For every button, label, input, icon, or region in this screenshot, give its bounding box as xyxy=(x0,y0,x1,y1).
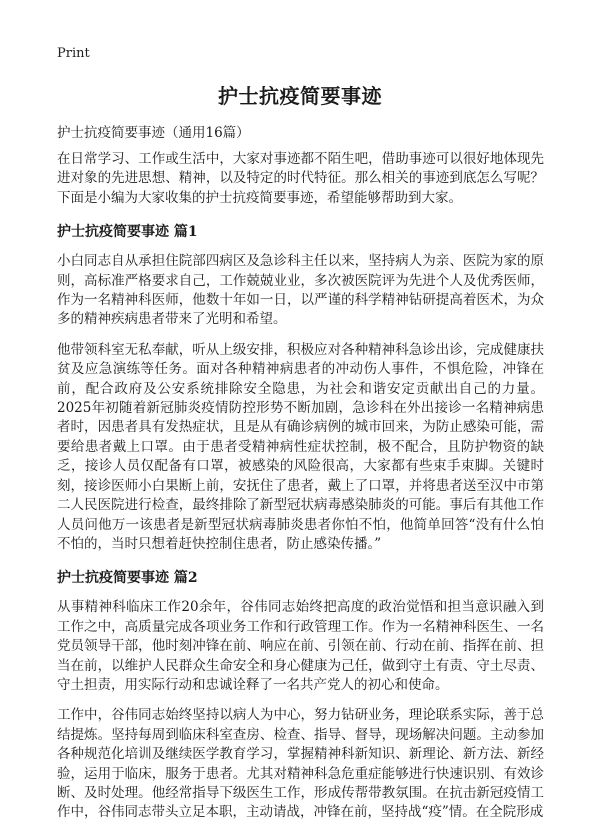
document-subtitle: 护士抗疫简要事迹（通用16篇） xyxy=(57,125,250,141)
print-link[interactable]: Print xyxy=(57,46,90,61)
document-body xyxy=(57,150,544,834)
intro-paragraph: 在日常学习、工作或生活中，大家对事迹都不陌生吧，借助事迹可以很好地体现先进对象的先进思想、精神，以及特定的时代特征。那么相关的事迹到底怎么写呢？下面是小编为大家收集的护士抗疫简要事迹，希望能够帮助到大家。 xyxy=(57,151,544,206)
section-2-paragraph-1: 从事精神科临床工作20余年，谷伟同志始终把高度的政治觉悟和担当意识融入到工作之中，高质量完成各项业务工作和行政管理工作。作为一名精神科医生、一名党员领导干部，他时刻冲锋在前、响应在前、引领在前、行动在前、指挥在前、担当在前，以维护人民群众生命安全和身心健康为己任，做到守土有责、守土尽责、守土担责，用实际行动和忠诚诠释了一名共产党人的初心和使命。 xyxy=(57,599,544,693)
section-2-paragraph-2: 工作中，谷伟同志始终坚持以病人为中心，努力钻研业务，理论联系实际，善于总结提炼。坚持每周到临床科室查房、检查、指导、督导，现场解决问题。主动参加各种规范化培训及继续医学教育学习，掌握精神科新知识、新理论、新方法、新经验，运用于临床，服务于患者。尤其对精神科急危重症能够进行快速识别、有效诊断、及时处理。他经常指导下级医生工作，形成传帮带教氛围。在抗击新冠疫情工作中，谷伟同志带头立足本职，主动请战，冲锋在前，坚持战“疫”情。在全院形成 xyxy=(57,707,544,821)
section-heading-2: 护士抗疫简要事迹 篇2 xyxy=(57,570,198,587)
section-1-paragraph-2: 他带领科室无私奉献，听从上级安排，积极应对各种精神科急诊出诊，完成健康扶贫及应急演练等任务。面对各种精神病患者的冲动伤人事件，不惧危险，冲锋在前，配合政府及公安系统排除安全隐患，为社会和谐安定贡献出自己的力量。2025年初随着新冠肺炎疫情防控形势不断加剧，急诊科在外出接诊一名精神病患者时，因患者具有发热症状，且是从有确诊病例的城市回来，为防止感染可能，需要给患者戴上口罩。由于患者受精神病性症状控制，极不配合，且防护物资的缺乏，接诊人员仅配备有口罩，被感染的风险很高，大家都有些束手束脚。关键时刻，接诊医师小白果断上前，安抚住了患者，戴上了口罩，并将患者送至汉中市第二人民医院进行检查，最终排除了新型冠状病毒感染肺炎的可能。事后有其他工作人员问他万一该患者是新型冠状病毒肺炎患者你怕不怕，他简单回答“没有什么怕不怕的，当时只想着赶快控制住患者，防止感染传播。” xyxy=(57,341,544,552)
page-title: 护士抗疫简要事迹 xyxy=(218,84,382,108)
section-heading-1: 护士抗疫简要事迹 篇1 xyxy=(57,224,198,241)
section-1-paragraph-1: 小白同志自从承担住院部四病区及急诊科主任以来，坚持病人为亲、医院为家的原则，高标准严格要求自己，工作兢兢业业，多次被医院评为先进个人及优秀医师，作为一名精神科医师，他数十年如一日，以严谨的科学精神钻研提高着医术，为众多的精神疾病患者带来了光明和希望。 xyxy=(57,253,544,328)
